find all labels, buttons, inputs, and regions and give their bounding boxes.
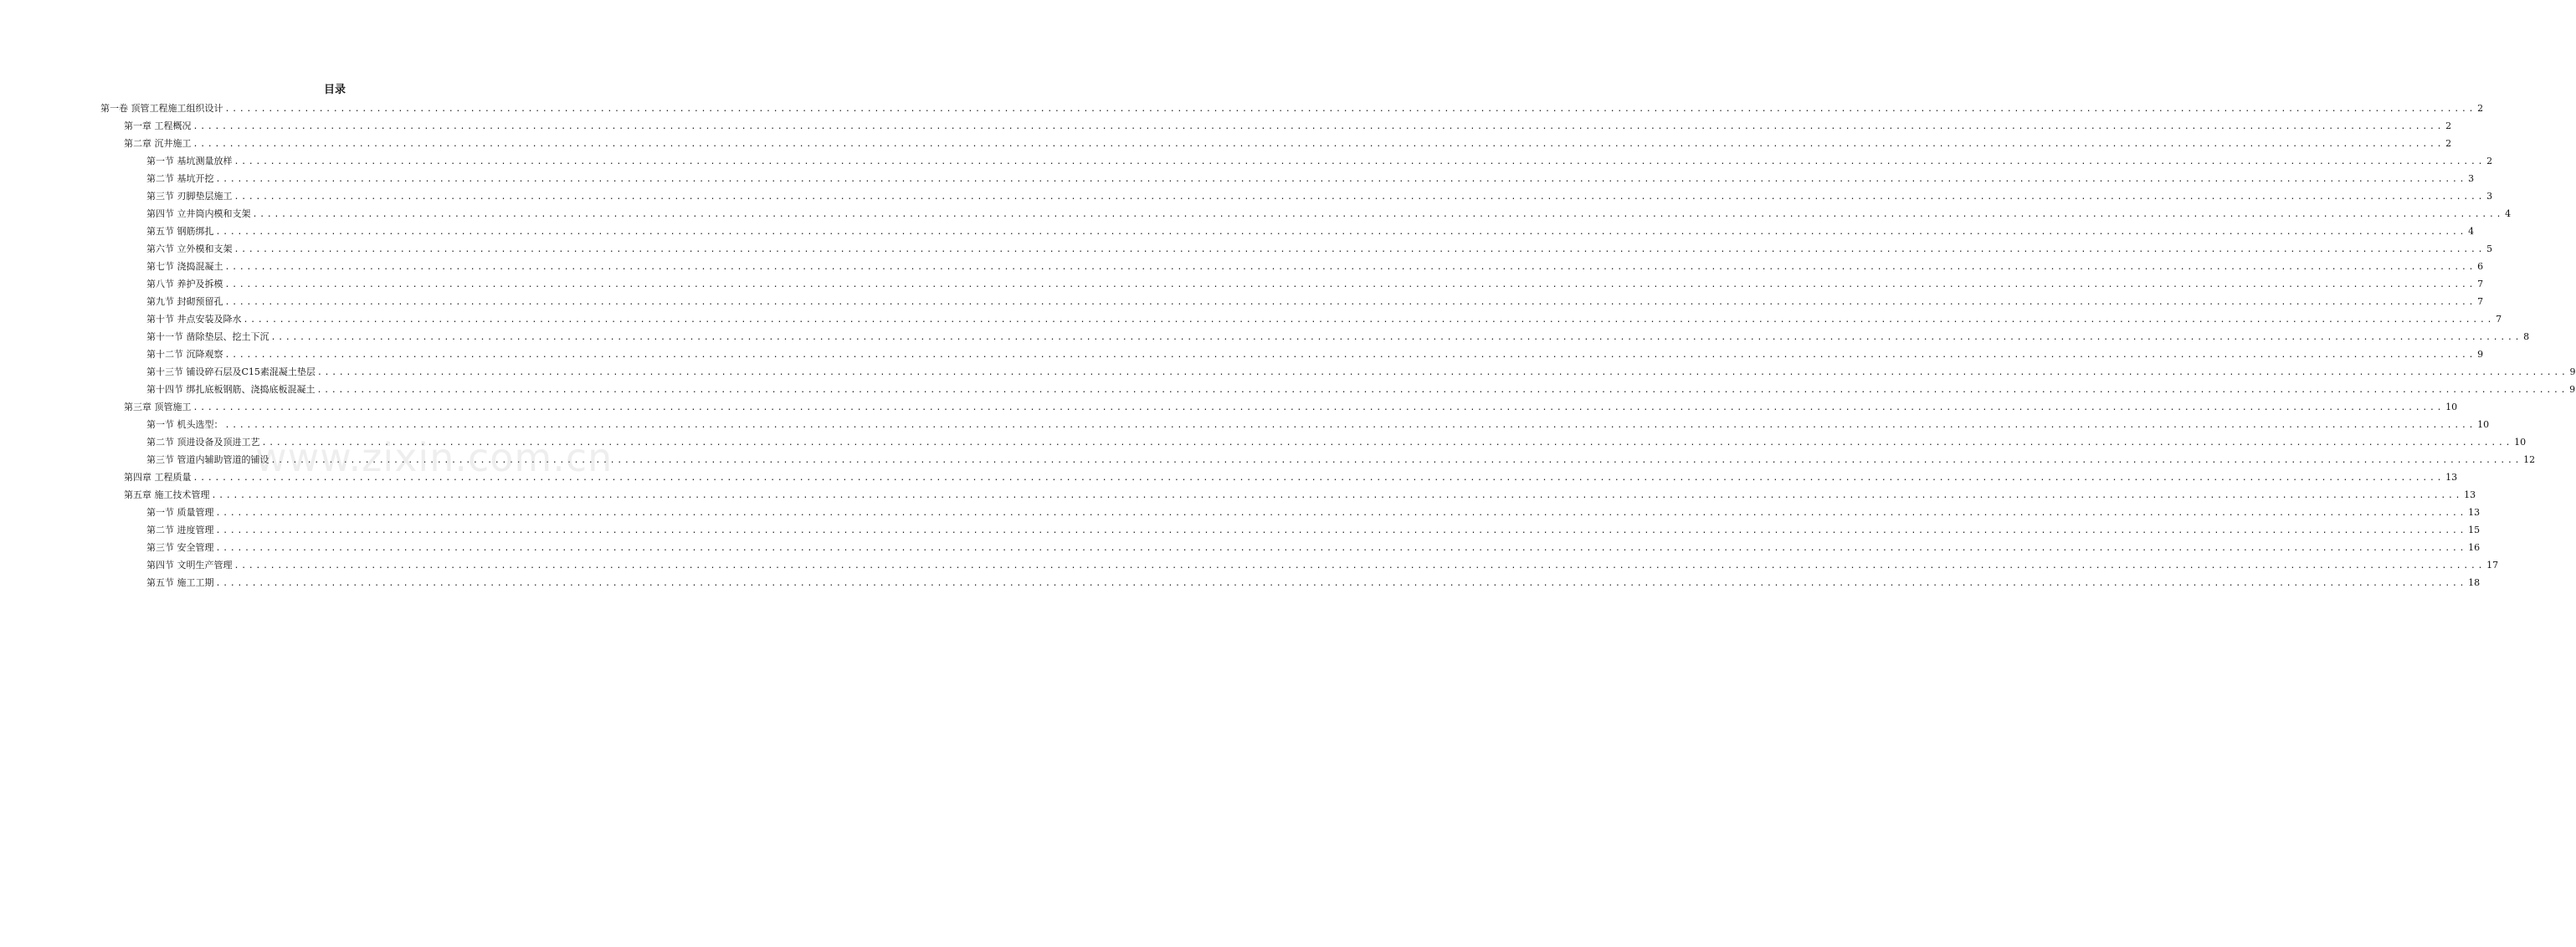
toc-leader-dots: ........................................................................................................................................................................................................................................................................................................................: [224, 298, 2476, 307]
toc-entry-text: 第一卷 顶管工程施工组织设计: [100, 103, 223, 114]
toc-leader-dots: ........................................................................................................................................................................................................................................................................................................................: [211, 491, 2463, 500]
toc-page-number: 15: [2468, 525, 2481, 535]
toc-entry-text: 第一章 工程概况: [124, 120, 192, 131]
toc-entry-text: 第六节 立外模和支架: [146, 243, 233, 254]
toc-entry[interactable]: [0, 205, 2512, 223]
toc-entry[interactable]: [0, 433, 2527, 451]
toc-leader-dots: ........................................................................................................................................................................................................................................................................................................................: [224, 421, 2476, 430]
toc-entry-text: 第三节 安全管理: [146, 542, 214, 553]
toc-entry-text: 第十三节 铺设碎石层及C15素混凝土垫层: [146, 366, 316, 377]
toc-page-number: 2: [2477, 103, 2484, 114]
toc-entry-text: 第四章 工程质量: [124, 472, 192, 483]
toc-entry[interactable]: [0, 521, 2481, 539]
toc-leader-dots: ........................................................................................................................................................................................................................................................................................................................: [192, 122, 2445, 131]
toc-page-number: 3: [2486, 191, 2493, 202]
table-of-contents: [0, 100, 2576, 591]
toc-leader-dots: ........................................................................................................................................................................................................................................................................................................................: [224, 280, 2476, 289]
toc-page-number: 3: [2468, 173, 2475, 184]
toc-entry-text: 第十二节 沉降观察: [146, 349, 223, 360]
toc-page-number: 17: [2486, 560, 2499, 571]
toc-entry-text: 第一节 机头选型：: [146, 419, 223, 430]
toc-page-number: 10: [2445, 402, 2458, 412]
toc-entry-text: 第一节 质量管理: [146, 507, 214, 518]
toc-page-number: 7: [2477, 279, 2484, 289]
toc-page-number: 2: [2445, 138, 2452, 149]
toc-entry-text: 第二节 基坑开挖: [146, 173, 214, 184]
toc-page-number: 9: [2569, 366, 2576, 377]
toc-page-number: 10: [2477, 419, 2490, 430]
toc-title: 目录: [323, 84, 346, 96]
toc-entry[interactable]: [0, 152, 2493, 170]
toc-entry[interactable]: [0, 416, 2490, 433]
toc-leader-dots: ........................................................................................................................................................................................................................................................................................................................: [316, 386, 2568, 395]
toc-page-number: 2: [2486, 156, 2493, 166]
toc-entry-text: 第五章 施工技术管理: [124, 489, 210, 500]
toc-entry[interactable]: [0, 117, 2452, 135]
toc-leader-dots: ........................................................................................................................................................................................................................................................................................................................: [270, 456, 2522, 465]
toc-leader-dots: ........................................................................................................................................................................................................................................................................................................................: [233, 561, 2486, 571]
toc-leader-dots: ........................................................................................................................................................................................................................................................................................................................: [316, 368, 2568, 377]
toc-leader-dots: ........................................................................................................................................................................................................................................................................................................................: [233, 157, 2486, 166]
toc-page-number: 8: [2523, 331, 2530, 342]
toc-leader-dots: ........................................................................................................................................................................................................................................................................................................................: [192, 473, 2445, 483]
watermark: www.zixin.com.cn: [255, 435, 613, 480]
toc-leader-dots: ........................................................................................................................................................................................................................................................................................................................: [215, 544, 2467, 553]
toc-entry[interactable]: [0, 504, 2481, 521]
toc-leader-dots: ........................................................................................................................................................................................................................................................................................................................: [215, 228, 2467, 237]
toc-entry[interactable]: [0, 258, 2484, 275]
toc-entry-text: 第三节 刃脚垫层施工: [146, 191, 233, 202]
toc-entry[interactable]: [0, 346, 2484, 363]
toc-entry[interactable]: [0, 240, 2493, 258]
toc-entry-text: 第二章 沉井施工: [124, 138, 192, 149]
toc-entry[interactable]: [0, 363, 2576, 381]
toc-page-number: 6: [2477, 261, 2484, 272]
toc-entry-text: 第三章 顶管施工: [124, 402, 192, 412]
toc-leader-dots: ........................................................................................................................................................................................................................................................................................................................: [215, 579, 2467, 588]
toc-leader-dots: ........................................................................................................................................................................................................................................................................................................................: [224, 105, 2476, 114]
toc-page-number: 2: [2445, 120, 2452, 131]
toc-entry[interactable]: [0, 468, 2458, 486]
toc-leader-dots: ........................................................................................................................................................................................................................................................................................................................: [252, 210, 2504, 219]
toc-page-number: 18: [2468, 577, 2481, 588]
toc-entry-text: 第二节 顶进设备及顶进工艺: [146, 437, 260, 448]
toc-entry[interactable]: [0, 275, 2484, 293]
toc-leader-dots: ........................................................................................................................................................................................................................................................................................................................: [215, 509, 2467, 518]
toc-entry-text: 第八节 养护及拆模: [146, 279, 223, 289]
toc-leader-dots: ........................................................................................................................................................................................................................................................................................................................: [233, 192, 2486, 202]
toc-leader-dots: ........................................................................................................................................................................................................................................................................................................................: [224, 263, 2476, 272]
toc-entry[interactable]: [0, 381, 2576, 398]
toc-entry[interactable]: [0, 539, 2481, 556]
toc-page-number: 4: [2505, 208, 2512, 219]
toc-entry-text: 第二节 进度管理: [146, 525, 214, 535]
toc-entry[interactable]: [0, 451, 2536, 468]
toc-entry-text: 第十一节 凿除垫层、挖土下沉: [146, 331, 269, 342]
toc-page-number: 9: [2477, 349, 2484, 360]
toc-entry-text: 第三节 管道内辅助管道的铺设: [146, 454, 269, 465]
toc-page-number: 9: [2569, 384, 2576, 395]
toc-page-number: 13: [2464, 489, 2476, 500]
toc-leader-dots: ........................................................................................................................................................................................................................................................................................................................: [233, 245, 2486, 254]
toc-leader-dots: ........................................................................................................................................................................................................................................................................................................................: [215, 175, 2467, 184]
toc-leader-dots: ........................................................................................................................................................................................................................................................................................................................: [224, 351, 2476, 360]
toc-entry[interactable]: [0, 170, 2475, 187]
toc-leader-dots: ........................................................................................................................................................................................................................................................................................................................: [261, 438, 2513, 448]
toc-entry-text: 第五节 施工工期: [146, 577, 214, 588]
toc-entry[interactable]: [0, 187, 2493, 205]
toc-entry-text: 第十四节 绑扎底板钢筋、浇捣底板混凝土: [146, 384, 316, 395]
toc-entry[interactable]: [0, 135, 2452, 152]
toc-entry-text: 第九节 封砌预留孔: [146, 296, 223, 307]
toc-leader-dots: ........................................................................................................................................................................................................................................................................................................................: [215, 526, 2467, 535]
toc-leader-dots: ........................................................................................................................................................................................................................................................................................................................: [243, 315, 2495, 325]
toc-page-number: 13: [2468, 507, 2481, 518]
toc-leader-dots: ........................................................................................................................................................................................................................................................................................................................: [192, 403, 2445, 412]
toc-entry-text: 第七节 浇捣混凝土: [146, 261, 223, 272]
toc-page-number: 12: [2523, 454, 2536, 465]
toc-entry[interactable]: [0, 574, 2481, 591]
toc-entry[interactable]: [0, 486, 2476, 504]
toc-entry-text: 第四节 文明生产管理: [146, 560, 233, 571]
toc-entry[interactable]: [0, 293, 2484, 310]
toc-page-number: 7: [2496, 314, 2502, 325]
toc-page-number: 4: [2468, 226, 2475, 237]
toc-page-number: 5: [2486, 243, 2493, 254]
toc-page-number: 7: [2477, 296, 2484, 307]
toc-entry-text: 第五节 钢筋绑扎: [146, 226, 214, 237]
toc-entry-text: 第四节 立井筒内模和支架: [146, 208, 251, 219]
toc-entry[interactable]: [0, 310, 2502, 328]
toc-entry-text: 第十节 井点安装及降水: [146, 314, 242, 325]
toc-entry[interactable]: [0, 223, 2475, 240]
toc-entry-text: 第一节 基坑测量放样: [146, 156, 233, 166]
toc-entry[interactable]: [0, 398, 2458, 416]
toc-leader-dots: ........................................................................................................................................................................................................................................................................................................................: [270, 333, 2522, 342]
toc-page-number: 10: [2514, 437, 2527, 448]
toc-page-number: 13: [2445, 472, 2458, 483]
toc-leader-dots: ........................................................................................................................................................................................................................................................................................................................: [192, 140, 2445, 149]
toc-entry[interactable]: [0, 556, 2499, 574]
toc-page-number: 16: [2468, 542, 2481, 553]
toc-entry[interactable]: [0, 100, 2484, 117]
toc-entry[interactable]: [0, 328, 2530, 346]
